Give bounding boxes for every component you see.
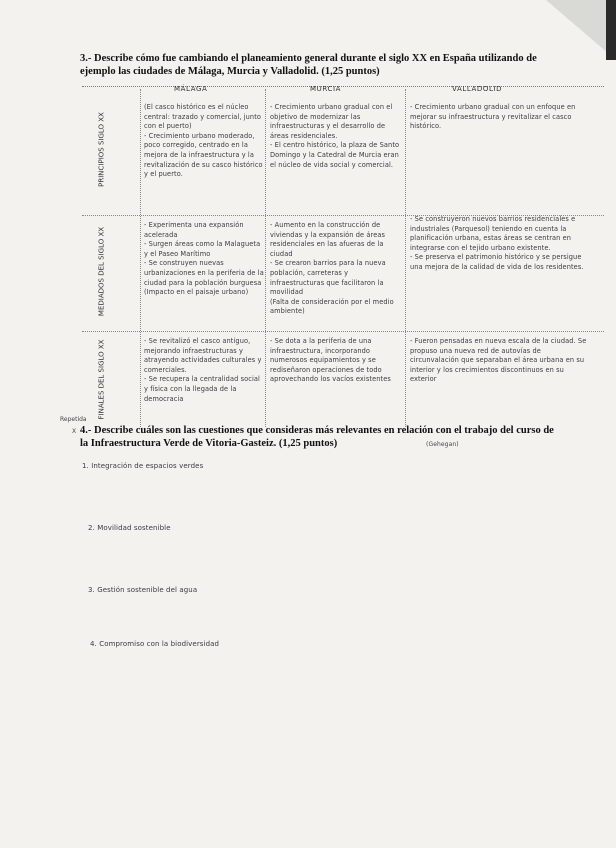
cell-murcia-mediados: - Aumento en la construcción de viviendas y la expansión de áreas residenciales en las afueras de la ciudad - Se crearon barrios para la nueva población, carreteras y infraestructuras que facilitaron la movilidad (Falta de consideración por el medio ambiente) xyxy=(270,221,394,316)
row-label-principios: PRINCIPIOS SIGLO XX xyxy=(97,112,106,187)
cell-malaga-principios: (El casco histórico es el núcleo central: trazado y comercial, junto con el puerto) - Crecimiento urbano moderado, poco corregido, centrado en la mejora de la infraestructura y la revitalización de su casco histórico y el puerto. xyxy=(144,103,263,179)
margin-note-repetida: Repetida xyxy=(60,416,87,423)
table-divider xyxy=(140,89,141,427)
answer-item: 2. Movilidad sostenible xyxy=(88,524,171,532)
question-4-title: 4.- Describe cuáles son las cuestiones que consideras más relevantes en relación con el trabajo del curso de la Infraestructura Verde de Vitoria-Gasteiz. (1,25 puntos) xyxy=(80,425,554,449)
table-divider xyxy=(405,89,406,427)
cell-valladolid-mediados: - Se construyeron nuevos barrios residenciales e industriales (Parquesol) teniendo en cuenta la planificación urbana, estas áreas se centran en integrarse con el tejido urbano existente. - Se preserva el patrimonio histórico y se persigue una mejora de la calidad de vida de los residentes. xyxy=(410,215,584,271)
table-divider xyxy=(82,331,604,332)
cell-malaga-finales: - Se revitalizó el casco antiguo, mejorando infraestructuras y atrayendo actividades culturales y comerciales. - Se recupera la centralidad social y física con la llegada de la democracia xyxy=(144,337,262,403)
column-header-malaga: MÁLAGA xyxy=(174,85,208,93)
cell-valladolid-finales: - Fueron pensadas en nueva escala de la ciudad. Se propuso una nueva red de autovías de circunvalación que separaban el área urbana en su interior y los crecimientos discontinuos en su exterior xyxy=(410,337,589,384)
cell-murcia-principios: - Crecimiento urbano gradual con el objetivo de modernizar las infraestructuras y el desarrollo de áreas residenciales. - El centro histórico, la plaza de Santo Domingo y la Catedral de Murcia eran el núcleo de vida social y comercial. xyxy=(270,103,400,169)
table-divider xyxy=(265,89,266,427)
row-label-mediados: MEDIADOS DEL SIGLO XX xyxy=(97,226,106,317)
answer-item: 4. Compromiso con la biodiversidad xyxy=(90,640,220,648)
answer-item: 3. Gestión sostenible del agua xyxy=(88,586,198,594)
cell-valladolid-principios: - Crecimiento urbano gradual con un enfoque en mejorar su infraestructura y revitalizar el casco histórico. xyxy=(410,103,578,131)
question-3-title: 3.- Describe cómo fue cambiando el planeamiento general durante el siglo XX en España utilizando de ejemplo las ciudades de Málaga, Murcia y Valladolid. (1,25 puntos) xyxy=(80,53,537,77)
column-header-valladolid: VALLADOLID xyxy=(452,85,503,93)
cell-malaga-mediados: - Experimenta una expansión acelerada - Surgen áreas como la Malagueta y el Paseo Marítimo - Se construyen nuevas urbanizaciones en la periferia de la ciudad para la población burguesa (Impacto en el paisaje urbano) xyxy=(144,221,264,297)
margin-note-x: X xyxy=(72,428,77,435)
cell-murcia-finales: - Se dota a la periferia de una infraestructura, incorporando numerosos equipamientos y se rediseñaron operaciones de todo aprovechando los vacíos existentes xyxy=(270,337,391,384)
comparison-table xyxy=(82,86,604,423)
answer-item: 1. Integración de espacios verdes xyxy=(82,462,204,470)
row-label-finales: FINALES DEL SIGLO XX xyxy=(97,339,106,420)
column-header-murcia: MURCIA xyxy=(310,85,342,93)
scan-edge-shadow xyxy=(606,0,616,60)
margin-note-gehegan: (Gehegan) xyxy=(426,441,459,448)
